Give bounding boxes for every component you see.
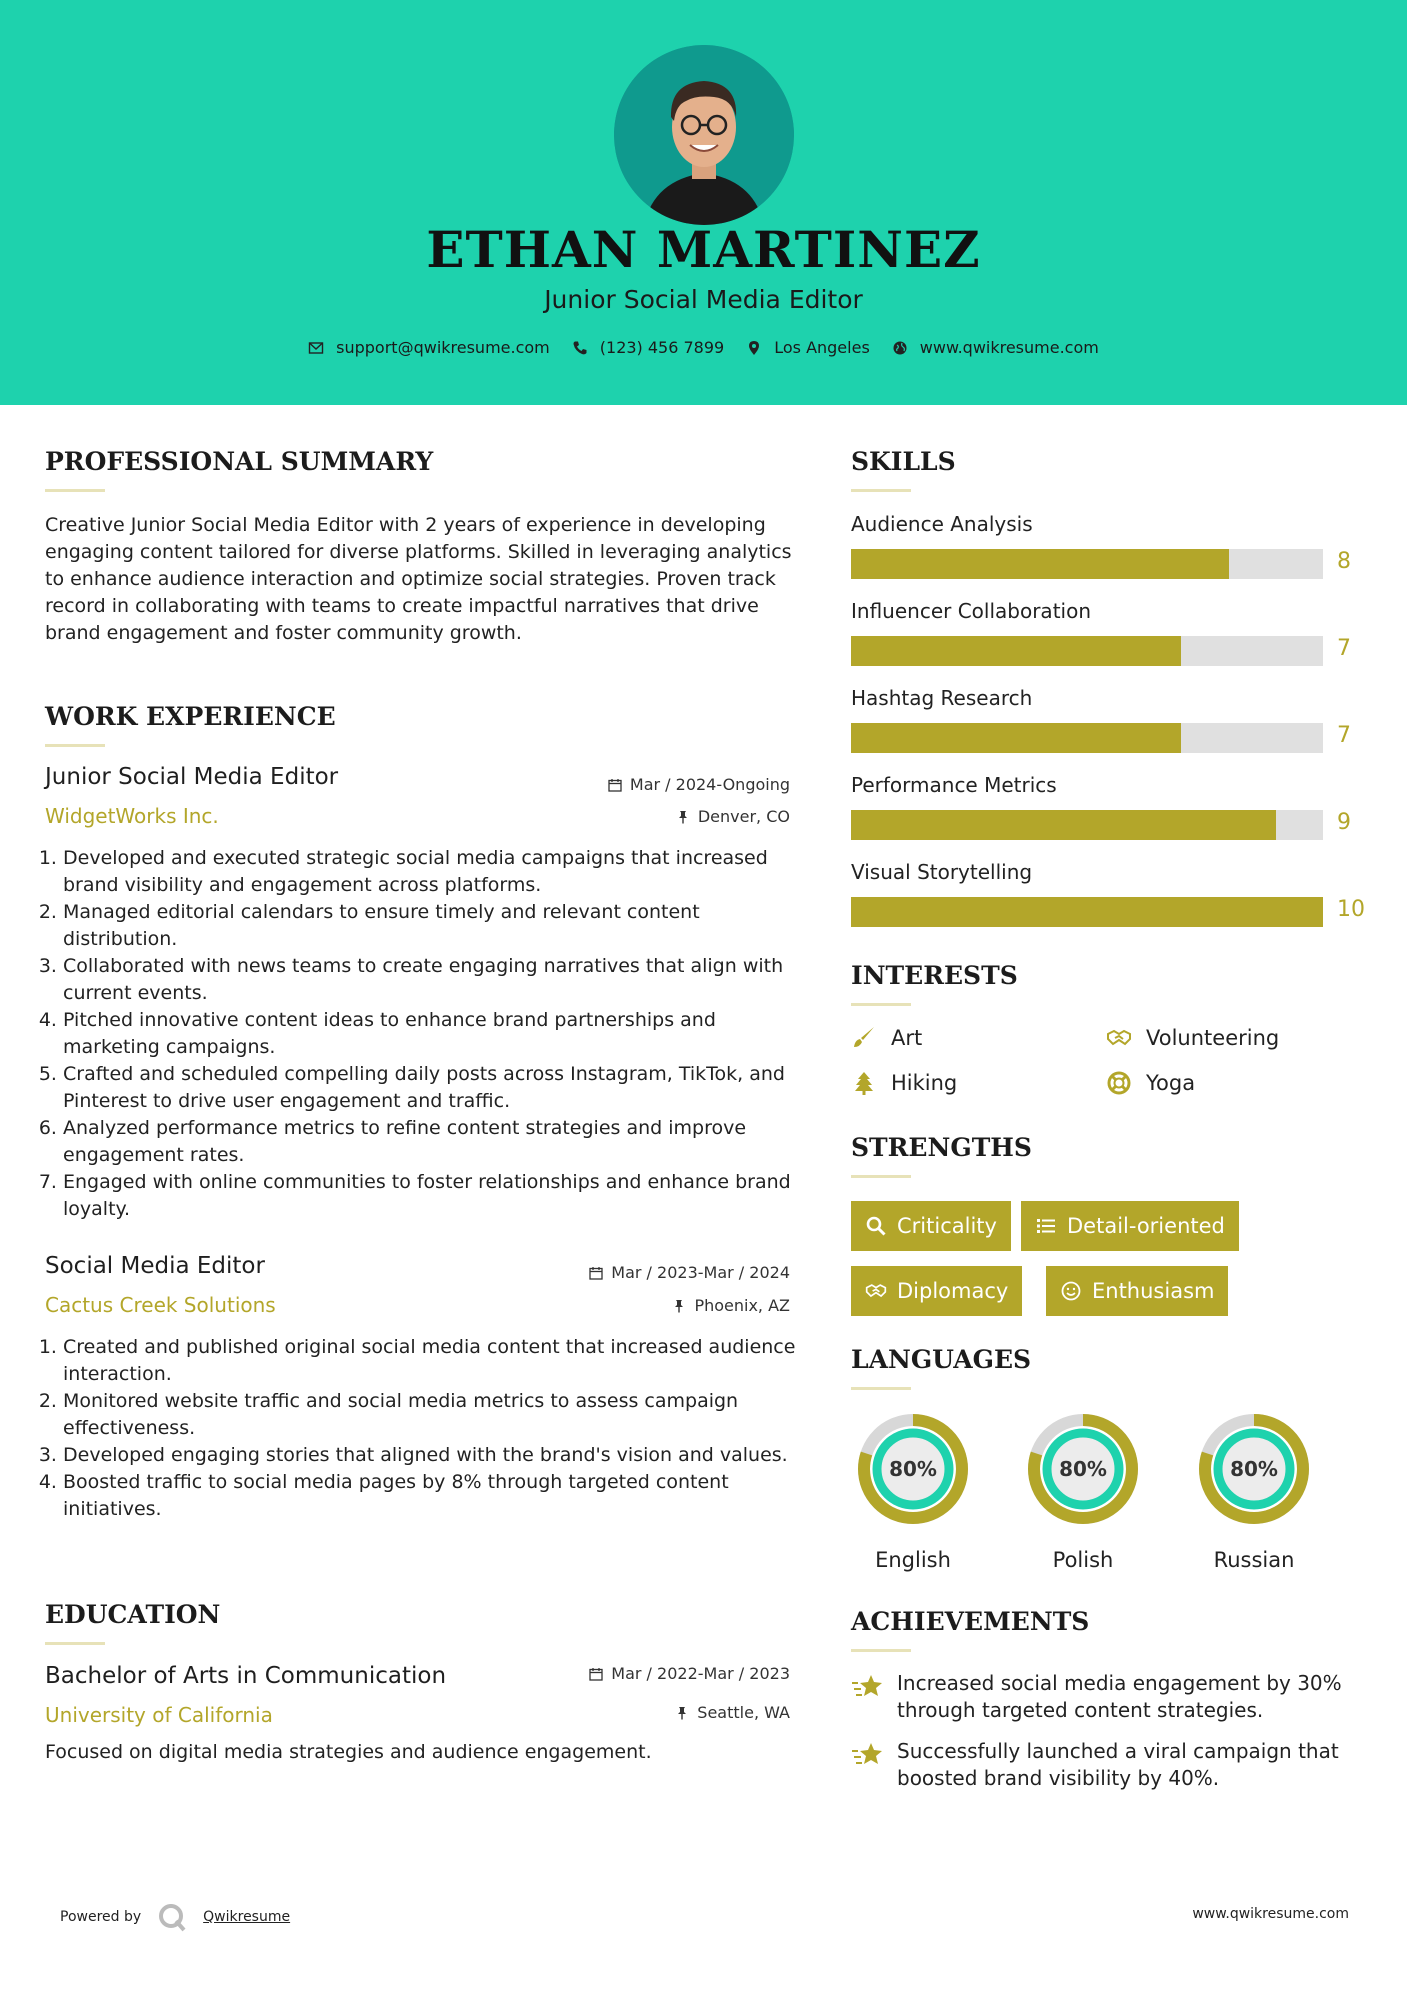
skill-bar (851, 636, 1323, 666)
handshake-icon (1106, 1025, 1132, 1051)
pushpin-icon (676, 810, 690, 824)
pushpin-icon (672, 1299, 686, 1313)
job-duty-item: 6. Analyzed performance metrics to refine content strategies and improve engagement rates. (63, 1115, 805, 1169)
languages-heading: LANGUAGES (851, 1345, 1032, 1374)
achievement-item (851, 1670, 1371, 1724)
skill-bar (851, 810, 1323, 840)
job-dates (608, 775, 790, 794)
skill-bar-fill (851, 897, 1323, 927)
skill-bar-fill (851, 549, 1229, 579)
education-description: Focused on digital media strategies and audience engagement. (45, 1741, 652, 1763)
job-duties-list (45, 845, 805, 1223)
tree-icon (851, 1070, 877, 1096)
skill-name: Performance Metrics (851, 773, 1057, 797)
skill-name: Visual Storytelling (851, 860, 1033, 884)
skill-bar (851, 549, 1323, 579)
contact-website[interactable] (892, 338, 1099, 357)
contact-location (746, 338, 870, 357)
phone-icon (572, 340, 588, 356)
skill-score: 7 (1337, 636, 1351, 661)
interest-hiking (851, 1070, 957, 1096)
summary-heading: PROFESSIONAL SUMMARY (45, 447, 434, 476)
job-location (676, 807, 790, 826)
envelope-icon (308, 340, 324, 356)
languages-heading-underline (851, 1387, 911, 1390)
map-pin-icon (746, 340, 762, 356)
calendar-icon (608, 778, 622, 792)
interest-yoga (1106, 1070, 1195, 1096)
interest-volunteering (1106, 1025, 1279, 1051)
job-duty-item: 4. Pitched innovative content ideas to enhance brand partnerships and marketing campaigns. (63, 1007, 805, 1061)
achievements-heading: ACHIEVEMENTS (851, 1607, 1090, 1636)
education-heading-underline (45, 1642, 105, 1645)
education-heading: EDUCATION (45, 1600, 221, 1629)
skills-heading-underline (851, 489, 911, 492)
contact-website-text: www.qwikresume.com (919, 338, 1099, 357)
achievements-heading-underline (851, 1649, 911, 1652)
job-company: WidgetWorks Inc. (45, 804, 219, 828)
contact-bar (0, 338, 1407, 357)
job-duty-item: 5. Crafted and scheduled compelling daily posts across Instagram, TikTok, and Pinterest to drive user engagement and traffic. (63, 1061, 805, 1115)
summary-text: Creative Junior Social Media Editor with 2 years of experience in developing engaging content tailored for diverse platforms. Skilled in leveraging analytics to enhance audience interaction and optimize social strategies. Proven track record in collaborating with teams to create impactful narratives that drive brand engagement and foster community growth. (45, 514, 792, 644)
candidate-name: ETHAN MARTINEZ (426, 220, 981, 279)
skill-bar-fill (851, 723, 1181, 753)
pushpin-icon (675, 1706, 689, 1720)
qwikresume-link[interactable]: Qwikresume (203, 1909, 291, 1925)
skills-heading: SKILLS (851, 447, 956, 476)
education-dates (589, 1664, 790, 1683)
contact-email[interactable] (308, 338, 550, 357)
job-company: Cactus Creek Solutions (45, 1293, 276, 1317)
job-duty-item: 2. Monitored website traffic and social media metrics to assess campaign effectiveness. (63, 1388, 805, 1442)
resume-header (0, 0, 1407, 405)
interest-label: Hiking (891, 1071, 958, 1095)
education-dates-text: Mar / 2022-Mar / 2023 (611, 1664, 790, 1683)
lifebuoy-icon (1106, 1070, 1132, 1096)
list-icon (1035, 1215, 1057, 1237)
skill-score: 10 (1337, 897, 1365, 922)
skill-name: Influencer Collaboration (851, 599, 1091, 623)
powered-by-label: Powered by (60, 1909, 142, 1925)
language-percent: 80% (1059, 1457, 1107, 1481)
skill-bar-fill (851, 810, 1276, 840)
language-name: Russian (1213, 1548, 1295, 1572)
star-award-icon (851, 1672, 883, 1702)
skill-score: 9 (1337, 810, 1351, 835)
qwikresume-logo-icon (157, 1902, 187, 1932)
interest-label: Yoga (1146, 1071, 1196, 1095)
footer-powered-by (60, 1902, 290, 1932)
interest-art (851, 1025, 922, 1051)
experience-heading-underline (45, 744, 105, 747)
language-name: Polish (1052, 1548, 1114, 1572)
search-icon (865, 1215, 887, 1237)
job-title: Social Media Editor (45, 1253, 265, 1279)
job-location (672, 1296, 790, 1315)
language-percent: 80% (889, 1457, 937, 1481)
experience-heading: WORK EXPERIENCE (45, 702, 336, 731)
star-award-icon (851, 1740, 883, 1770)
job-location-text: Phoenix, AZ (694, 1296, 790, 1315)
job-duty-item: 1. Developed and executed strategic social media campaigns that increased brand visibility and engagement across platforms. (63, 845, 805, 899)
skill-score: 8 (1337, 549, 1351, 574)
smile-icon (1060, 1280, 1082, 1302)
contact-email-text: support@qwikresume.com (336, 338, 550, 357)
language-item (1021, 1408, 1145, 1572)
education-location-text: Seattle, WA (697, 1703, 790, 1722)
globe-icon (892, 340, 908, 356)
footer-site[interactable]: www.qwikresume.com (1192, 1906, 1349, 1922)
job-dates (589, 1263, 790, 1282)
education-school: University of California (45, 1703, 273, 1727)
summary-heading-underline (45, 489, 105, 492)
job-duty-item: 3. Developed engaging stories that aligned with the brand's vision and values. (63, 1442, 805, 1469)
job-duty-item: 4. Boosted traffic to social media pages by 8% through targeted content initiatives. (63, 1469, 805, 1523)
strengths-heading-underline (851, 1175, 911, 1178)
job-dates-text: Mar / 2023-Mar / 2024 (611, 1263, 790, 1282)
job-dates-text: Mar / 2024-Ongoing (629, 775, 790, 794)
calendar-icon (589, 1266, 603, 1280)
avatar-portrait-image (614, 45, 794, 225)
job-title: Junior Social Media Editor (45, 764, 339, 790)
education-degree: Bachelor of Arts in Communication (45, 1663, 447, 1689)
handshake-icon (865, 1280, 887, 1302)
contact-phone-text: (123) 456 7899 (599, 338, 725, 357)
strength-chip-detail-oriented (1021, 1201, 1239, 1251)
language-ring (1022, 1408, 1144, 1530)
job-duty-item: 2. Managed editorial calendars to ensure timely and relevant content distribution. (63, 899, 805, 953)
strength-label: Criticality (897, 1214, 997, 1238)
skill-bar (851, 723, 1323, 753)
achievement-item (851, 1738, 1371, 1792)
interest-label: Volunteering (1146, 1026, 1280, 1050)
candidate-title: Junior Social Media Editor (544, 285, 863, 314)
interest-label: Art (891, 1026, 923, 1050)
job-location-text: Denver, CO (697, 807, 790, 826)
job-duties-list (45, 1334, 805, 1523)
avatar (614, 45, 794, 225)
strength-label: Diplomacy (897, 1279, 1009, 1303)
skill-name: Audience Analysis (851, 512, 1033, 536)
language-percent: 80% (1230, 1457, 1278, 1481)
strength-chip-diplomacy (851, 1266, 1022, 1316)
achievement-text: Successfully launched a viral campaign that boosted brand visibility by 40%. (897, 1739, 1339, 1790)
paintbrush-icon (851, 1025, 877, 1051)
job-duty-item: 7. Engaged with online communities to foster relationships and enhance brand loyalty. (63, 1169, 805, 1223)
strength-label: Enthusiasm (1092, 1279, 1215, 1303)
language-ring (852, 1408, 974, 1530)
skill-name: Hashtag Research (851, 686, 1033, 710)
interests-heading-underline (851, 1003, 911, 1006)
job-duty-item: 3. Collaborated with news teams to create engaging narratives that align with current events. (63, 953, 805, 1007)
education-location (675, 1703, 790, 1722)
achievement-text: Increased social media engagement by 30% through targeted content strategies. (897, 1671, 1342, 1722)
strength-label: Detail-oriented (1067, 1214, 1225, 1238)
strength-chip-criticality (851, 1201, 1011, 1251)
skill-bar (851, 897, 1323, 927)
job-duty-item: 1. Created and published original social media content that increased audience interaction. (63, 1334, 805, 1388)
language-item (851, 1408, 975, 1572)
calendar-icon (589, 1667, 603, 1681)
interests-heading: INTERESTS (851, 961, 1018, 990)
skill-bar-fill (851, 636, 1181, 666)
skill-score: 7 (1337, 723, 1351, 748)
contact-location-text: Los Angeles (774, 338, 870, 357)
language-ring (1193, 1408, 1315, 1530)
contact-phone[interactable] (572, 338, 724, 357)
strengths-heading: STRENGTHS (851, 1133, 1032, 1162)
strength-chip-enthusiasm (1046, 1266, 1228, 1316)
language-name: English (875, 1548, 951, 1572)
language-item (1192, 1408, 1316, 1572)
